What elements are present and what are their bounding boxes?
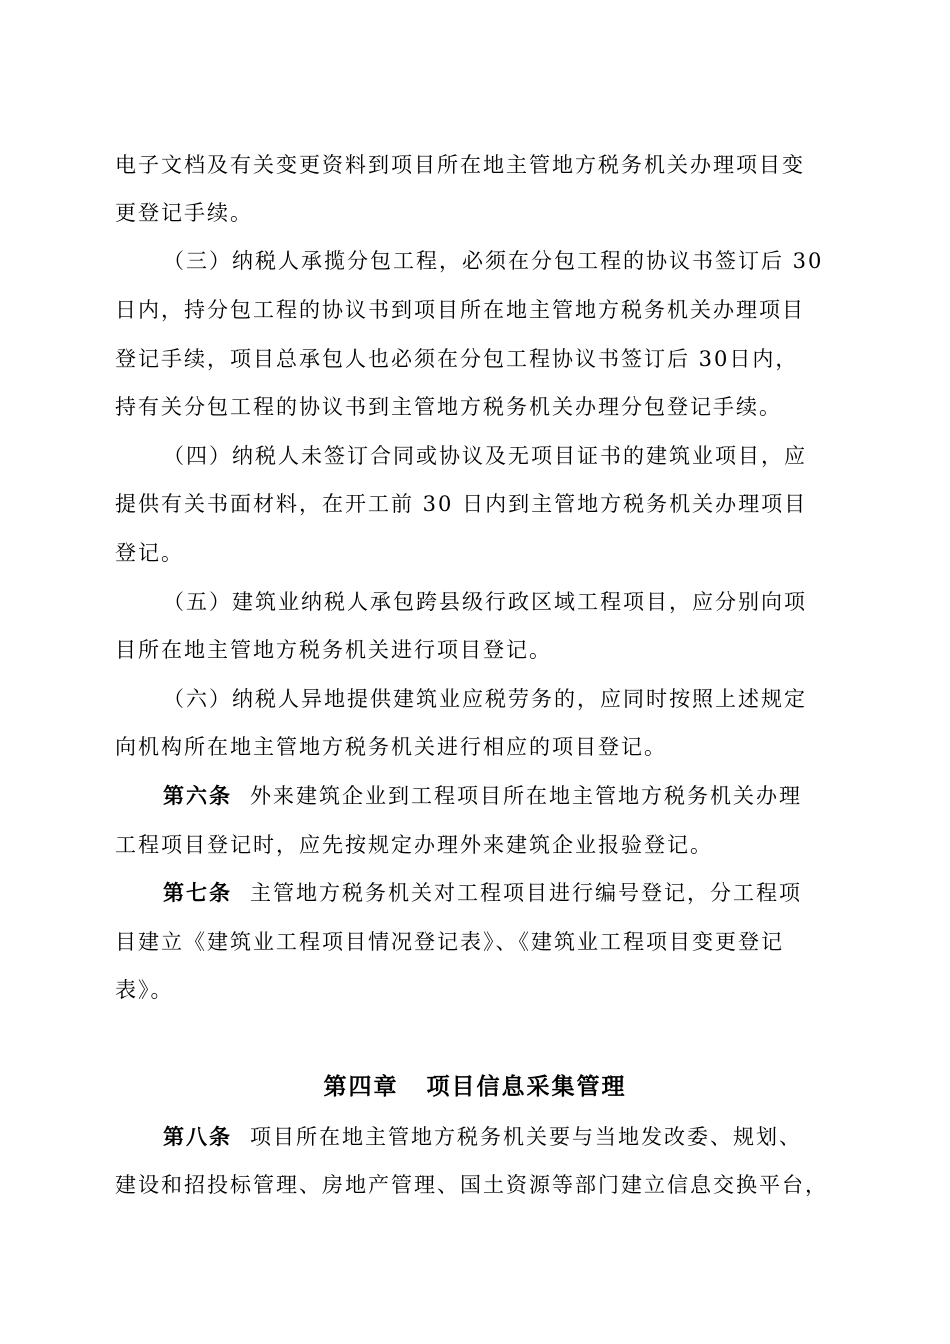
chapter-title: 项目信息采集管理 xyxy=(426,1073,627,1100)
article-7-first-line xyxy=(163,880,802,906)
paragraph-line: 表》。 xyxy=(115,978,174,1002)
article-8-heading: 第八条 xyxy=(163,1124,232,1149)
article-7-text: 主管地方税务机关对工程项目进行编号登记，分工程项 xyxy=(250,881,802,905)
article-8-first-line xyxy=(163,1124,802,1150)
chapter-number: 第四章 xyxy=(323,1073,399,1100)
article-7-heading: 第七条 xyxy=(163,880,232,905)
paragraph-line: （六）纳税人异地提供建筑业应税劳务的，应同时按照上述规定 xyxy=(163,687,807,711)
article-6-heading: 第六条 xyxy=(163,783,232,808)
paragraph-line: 电子文档及有关变更资料到项目所在地主管地方税务机关办理项目变 xyxy=(115,153,805,177)
chapter-heading xyxy=(0,1072,950,1102)
paragraph-line: 工程项目登记时，应先按规定办理外来建筑企业报验登记。 xyxy=(115,833,713,857)
paragraph-line: 提供有关书面材料，在开工前 30 日内到主管地方税务机关办理项目 xyxy=(115,492,808,516)
article-8-text: 项目所在地主管地方税务机关要与当地发改委、规划、 xyxy=(250,1125,802,1149)
paragraph-line: 日内，持分包工程的协议书到项目所在地主管地方税务机关办理项目 xyxy=(115,298,805,322)
paragraph-line: （三）纳税人承揽分包工程，必须在分包工程的协议书签订后 30 xyxy=(163,249,824,273)
paragraph-line: 持有关分包工程的协议书到主管地方税务机关办理分包登记手续。 xyxy=(115,395,782,419)
paragraph-line: 更登记手续。 xyxy=(115,201,253,225)
article-6-text: 外来建筑企业到工程项目所在地主管地方税务机关办理 xyxy=(250,784,802,808)
paragraph-line: （四）纳税人未签订合同或协议及无项目证书的建筑业项目，应 xyxy=(163,444,807,468)
paragraph-line: 向机构所在地主管地方税务机关进行相应的项目登记。 xyxy=(115,735,667,759)
paragraph-line: （五）建筑业纳税人承包跨县级行政区域工程项目，应分别向项 xyxy=(163,590,807,614)
paragraph-line: 登记。 xyxy=(115,541,184,565)
paragraph-line: 目所在地主管地方税务机关进行项目登记。 xyxy=(115,638,552,662)
article-6-first-line xyxy=(163,783,802,809)
paragraph-line: 目建立《建筑业工程项目情况登记表》、《建筑业工程项目变更登记 xyxy=(115,930,784,954)
paragraph-line: 登记手续，项目总承包人也必须在分包工程协议书签订后 30日内， xyxy=(115,347,799,371)
paragraph-line: 建设和招投标管理、房地产管理、国土资源等部门建立信息交换平台， xyxy=(115,1173,828,1197)
